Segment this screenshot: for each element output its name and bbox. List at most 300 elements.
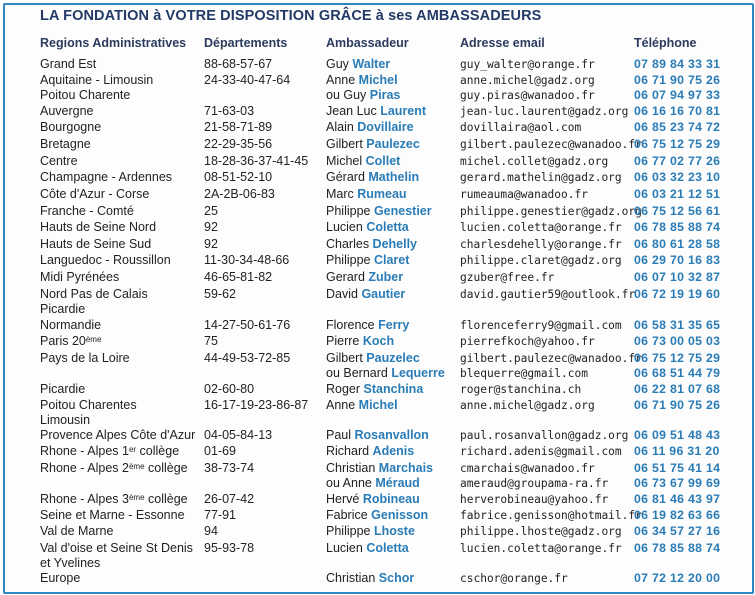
region-superscript: er [128, 445, 137, 454]
email-cell [460, 120, 581, 135]
telephone-number: 06 85 23 74 72 [634, 120, 721, 134]
region-line: Poitou Charente [40, 88, 131, 102]
ambassadeur-last-name: Marchais [378, 461, 433, 475]
departements-cell: 26-07-42 [204, 492, 255, 506]
telephone-number: 06 78 85 88 74 [634, 541, 721, 555]
telephone-number: 06 77 02 77 26 [634, 154, 721, 168]
departements-cell: 92 [204, 237, 218, 251]
ambassadeur-cell [326, 334, 394, 349]
telephone-cell [634, 73, 720, 103]
telephone-cell [634, 120, 720, 135]
email-address: richard.adenis@gmail.com [460, 445, 622, 458]
telephone-cell [634, 204, 720, 219]
telephone-number: 06 16 16 70 81 [634, 104, 721, 118]
telephone-cell [634, 541, 720, 556]
ambassadeur-name [326, 541, 409, 556]
email-address: pierrefkoch@yahoo.fr [460, 335, 595, 348]
ambassadeur-last-name: Paulezec [366, 137, 420, 151]
ambassadeur-cell [326, 571, 414, 586]
header-telephone: Téléphone [634, 36, 697, 50]
telephone-number: 06 51 75 41 14 [634, 461, 721, 475]
telephone-cell [634, 461, 720, 491]
region-superscript: ème [128, 462, 145, 471]
ambassadeur-first-name: Roger [326, 382, 364, 396]
telephone-number: 06 03 32 23 10 [634, 170, 721, 184]
email-address: roger@stanchina.ch [460, 383, 582, 396]
telephone-cell [634, 57, 720, 72]
ambassadeur-first-name: Marc [326, 187, 358, 201]
region-line: Franche - Comté [40, 204, 134, 218]
ambassadeur-cell [326, 120, 414, 135]
ambassadeur-name [326, 382, 423, 397]
telephone-number: 06 71 90 75 26 [634, 398, 721, 412]
telephone-cell [634, 237, 720, 252]
region-line: Provence Alpes Côte d'Azur [40, 428, 196, 442]
email-address: david.gautier59@outlook.fr [460, 288, 636, 301]
ambassadeur-first-name: Florence [326, 318, 379, 332]
ambassadeur-last-name: Robineau [362, 492, 420, 506]
email-address: gerard.mathelin@gadz.org [460, 171, 622, 184]
region-line: Pays de la Loire [40, 351, 130, 365]
email-cell [460, 253, 622, 268]
ambassadeur-name [326, 508, 428, 523]
region-superscript: ème [85, 335, 102, 344]
email-address: lucien.coletta@orange.fr [460, 221, 622, 234]
email-cell [460, 204, 642, 219]
ambassadeur-last-name: Piras [369, 88, 401, 102]
ambassadeur-first-name: Philippe [326, 524, 374, 538]
region-line: Aquitaine - Limousin [40, 73, 154, 87]
telephone-number: 06 68 51 44 79 [634, 366, 721, 380]
region-cell [40, 220, 156, 235]
ambassadeur-last-name: Adenis [372, 444, 415, 458]
ambassadeur-last-name: Koch [362, 334, 395, 348]
telephone-cell [634, 492, 720, 507]
ambassadeur-cell [326, 444, 414, 459]
ambassadeur-last-name: Dehelly [372, 237, 418, 251]
ambassadeur-last-name: Pauzelec [366, 351, 420, 365]
email-cell [460, 461, 608, 491]
telephone-number: 06 73 67 99 69 [634, 476, 721, 490]
region-suffix: collège [144, 461, 188, 475]
ambassadeur-cell [326, 104, 426, 119]
ambassadeur-name [326, 461, 433, 476]
region-cell [40, 104, 94, 119]
telephone-number: 06 07 94 97 33 [634, 88, 721, 102]
region-cell [40, 334, 101, 349]
telephone-cell [634, 220, 720, 235]
telephone-number: 06 19 82 63 66 [634, 508, 721, 522]
ambassadeur-last-name: Dovillaire [357, 120, 414, 134]
email-address: paul.rosanvallon@gadz.org [460, 429, 629, 442]
region-cell [40, 120, 101, 135]
departements-cell: 88-68-57-67 [204, 57, 273, 71]
telephone-number: 07 72 12 20 00 [634, 571, 721, 585]
region-line: et Yvelines [40, 556, 101, 570]
page-title: LA FONDATION à VOTRE DISPOSITION GRÂCE à ses AMBASSADEURS [40, 8, 542, 24]
email-cell [460, 428, 628, 443]
telephone-cell [634, 170, 720, 185]
header-ambassadeur: Ambassadeur [326, 36, 409, 50]
departements-cell: 24-33-40-47-64 [204, 73, 291, 87]
ambassadeur-cell [326, 73, 400, 103]
email-cell [460, 444, 622, 459]
region-text: Rhone - Alpes 2 [40, 461, 129, 475]
departements-cell: 94 [204, 524, 218, 538]
email-address: jean-luc.laurent@gadz.org [460, 105, 629, 118]
ambassadeur-cell [326, 204, 432, 219]
ambassadeur-first-name: Alain [326, 120, 358, 134]
ambassadeur-first-name: Guy [326, 57, 353, 71]
ambassadeur-first-name: Paul [326, 428, 355, 442]
region-cell [40, 444, 179, 459]
ambassadeur-name [326, 120, 414, 135]
departements-cell: 21-58-71-89 [204, 120, 273, 134]
ambassadeur-first-name: Gilbert [326, 351, 367, 365]
email-address: lucien.coletta@orange.fr [460, 542, 622, 555]
ambassadeur-last-name: Coletta [366, 541, 409, 555]
email-address: charlesdehelly@orange.fr [460, 238, 622, 251]
ambassadeur-cell [326, 220, 409, 235]
ambassadeur-name [326, 104, 426, 119]
ambassadeur-name [326, 170, 419, 185]
region-cell [40, 187, 149, 202]
ambassadeur-cell [326, 237, 417, 252]
region-line: Côte d'Azur - Corse [40, 187, 150, 201]
departements-cell: 22-29-35-56 [204, 137, 273, 151]
telephone-cell [634, 287, 720, 302]
region-line: Bretagne [40, 137, 91, 151]
ambassadeur-name [326, 88, 400, 103]
departements-cell: 44-49-53-72-85 [204, 351, 291, 365]
region-cell [40, 571, 80, 586]
email-address: guy_walter@orange.fr [460, 58, 595, 71]
ambassadeur-last-name: Méraud [375, 476, 420, 490]
ambassadeur-name [326, 524, 415, 539]
telephone-number: 06 75 12 56 61 [634, 204, 721, 218]
telephone-cell [634, 398, 720, 413]
ambassadeur-last-name: Stanchina [363, 382, 424, 396]
email-cell [460, 73, 595, 103]
region-cell [40, 287, 148, 317]
email-address: guy.piras@wanadoo.fr [460, 89, 595, 102]
email-address: anne.michel@gadz.org [460, 399, 595, 412]
ambassadeur-name [326, 253, 409, 268]
telephone-number: 06 80 61 28 58 [634, 237, 721, 251]
ambassadeur-first-name: Gilbert [326, 137, 367, 151]
header-region: Regions Administratives [40, 36, 187, 50]
ambassadeur-name [326, 428, 429, 443]
ambassadeur-cell [326, 398, 398, 413]
departements-cell: 75 [204, 334, 218, 348]
ambassadeur-last-name: Michel [358, 73, 398, 87]
ambassadeur-first-name: Lucien [326, 220, 367, 234]
ambassadeur-last-name: Schor [378, 571, 415, 585]
departements-cell: 71-63-03 [204, 104, 255, 118]
region-suffix: collège [136, 444, 180, 458]
region-line: Grand Est [40, 57, 97, 71]
ambassadeur-first-name: Philippe [326, 253, 374, 267]
departements-cell: 02-60-80 [204, 382, 255, 396]
email-address: gilbert.paulezec@wanadoo.fr [460, 352, 642, 365]
ambassadeur-cell [326, 428, 429, 443]
ambassadeur-first-name: Fabrice [326, 508, 372, 522]
ambassadeur-cell [326, 287, 405, 302]
email-address: dovillaira@aol.com [460, 121, 582, 134]
ambassadeur-first-name: Gérard [326, 170, 369, 184]
telephone-number: 06 75 12 75 29 [634, 351, 721, 365]
region-line: Auvergne [40, 104, 94, 118]
departements-cell: 59-62 [204, 287, 236, 301]
telephone-number: 06 34 57 27 16 [634, 524, 721, 538]
email-cell [460, 170, 622, 185]
email-cell [460, 398, 595, 413]
region-cell [40, 382, 85, 397]
ambassadeur-name [326, 237, 417, 252]
email-address: anne.michel@gadz.org [460, 74, 595, 87]
ambassadeur-last-name: Lhoste [373, 524, 415, 538]
departements-cell: 46-65-81-82 [204, 270, 273, 284]
ambassadeur-first-name: Lucien [326, 541, 367, 555]
ambassadeur-name [326, 492, 420, 507]
email-address: gzuber@free.fr [460, 271, 555, 284]
region-line: Hauts de Seine Sud [40, 237, 152, 251]
ambassadeur-last-name: Coletta [366, 220, 409, 234]
ambassadeur-name [326, 318, 409, 333]
ambassadeur-cell [326, 253, 409, 268]
telephone-cell [634, 104, 720, 119]
ambassadeur-name [326, 444, 414, 459]
ambassadeur-last-name: Collet [365, 154, 401, 168]
email-cell [460, 541, 622, 556]
telephone-number: 06 78 85 88 74 [634, 220, 721, 234]
telephone-number: 06 03 21 12 51 [634, 187, 721, 201]
region-cell [40, 170, 172, 185]
email-cell [460, 154, 608, 169]
telephone-number: 06 73 00 05 03 [634, 334, 721, 348]
departements-cell: 08-51-52-10 [204, 170, 273, 184]
telephone-number: 06 71 90 75 26 [634, 73, 721, 87]
ambassadeur-name [326, 366, 445, 381]
email-address: fabrice.genisson@hotmail.fr [460, 509, 642, 522]
region-cell [40, 351, 130, 366]
ambassadeur-name [326, 137, 420, 152]
ambassadeur-last-name: Walter [352, 57, 391, 71]
region-line: Bourgogne [40, 120, 102, 134]
region-line: Champagne - Ardennes [40, 170, 173, 184]
ambassadeur-first-name: ou Bernard [326, 366, 392, 380]
ambassadeur-name [326, 220, 409, 235]
departements-cell: 04-05-84-13 [204, 428, 273, 442]
ambassadeur-cell [326, 461, 433, 491]
ambassadeur-last-name: Ferry [378, 318, 410, 332]
region-cell [40, 154, 78, 169]
region-superscript: ème [128, 493, 145, 502]
ambassadeur-cell [326, 318, 409, 333]
region-line: Limousin [40, 413, 91, 427]
region-line: Seine et Marne - Essonne [40, 508, 185, 522]
ambassadeur-cell [326, 170, 419, 185]
email-cell [460, 220, 622, 235]
region-line: Nord Pas de Calais [40, 287, 148, 301]
ambassadeur-name [326, 187, 407, 202]
email-cell [460, 351, 642, 381]
ambassadeur-name [326, 351, 445, 366]
departements-cell: 18-28-36-37-41-45 [204, 154, 309, 168]
region-cell [40, 398, 137, 428]
departements-cell: 92 [204, 220, 218, 234]
telephone-number: 06 72 19 19 60 [634, 287, 721, 301]
region-line: Hauts de Seine Nord [40, 220, 157, 234]
region-text: Rhone - Alpes 3 [40, 492, 129, 506]
telephone-cell [634, 508, 720, 523]
region-line: Europe [40, 571, 81, 585]
telephone-number: 07 89 84 33 31 [634, 57, 721, 71]
ambassadeur-name [326, 270, 403, 285]
departements-cell: 16-17-19-23-86-87 [204, 398, 309, 412]
ambassadeur-last-name: Michel [358, 398, 398, 412]
telephone-cell [634, 154, 720, 169]
ambassadeur-name [326, 73, 400, 88]
email-cell [460, 508, 642, 523]
ambassadeur-name [326, 476, 433, 491]
ambassadeur-first-name: Gerard [326, 270, 369, 284]
email-address: philippe.genestier@gadz.org [460, 205, 642, 218]
email-cell [460, 237, 622, 252]
telephone-cell [634, 187, 720, 202]
ambassadeur-cell [326, 154, 400, 169]
email-address: florenceferry9@gmail.com [460, 319, 622, 332]
ambassadeur-first-name: Richard [326, 444, 373, 458]
region-cell [40, 541, 193, 571]
email-cell [460, 187, 588, 202]
region-line: Picardie [40, 302, 86, 316]
email-address: gilbert.paulezec@wanadoo.fr [460, 138, 642, 151]
departements-cell: 25 [204, 204, 218, 218]
region-line: Val d'oise et Seine St Denis [40, 541, 193, 555]
region-line: Centre [40, 154, 78, 168]
email-address: ameraud@groupama-ra.fr [460, 477, 609, 490]
region-line: Val de Marne [40, 524, 114, 538]
email-cell [460, 57, 595, 72]
ambassadeur-name [326, 57, 390, 72]
email-cell [460, 492, 608, 507]
email-address: cmarchais@wanadoo.fr [460, 462, 595, 475]
telephone-cell [634, 351, 720, 381]
region-cell [40, 508, 185, 523]
region-cell [40, 73, 153, 103]
ambassadeur-first-name: Jean Luc [326, 104, 381, 118]
ambassadeur-cell [326, 270, 403, 285]
ambassadeur-last-name: Laurent [380, 104, 427, 118]
ambassadeur-last-name: Zuber [368, 270, 404, 284]
email-address: philippe.claret@gadz.org [460, 254, 622, 267]
region-line: Languedoc - Roussillon [40, 253, 171, 267]
email-cell [460, 571, 568, 586]
departements-cell: 2A-2B-06-83 [204, 187, 275, 201]
telephone-cell [634, 428, 720, 443]
departements-cell: 14-27-50-61-76 [204, 318, 291, 332]
telephone-number: 06 11 96 31 20 [634, 444, 720, 458]
telephone-number: 06 22 81 07 68 [634, 382, 721, 396]
region-line: Picardie [40, 382, 86, 396]
email-address: rumeauma@wanadoo.fr [460, 188, 588, 201]
ambassadeur-name [326, 571, 414, 586]
email-cell [460, 287, 635, 302]
email-address: blequerre@gmail.com [460, 367, 588, 380]
departements-cell: 95-93-78 [204, 541, 255, 555]
region-cell [40, 237, 151, 252]
ambassadeur-first-name: Michel [326, 154, 366, 168]
ambassadeur-cell [326, 187, 407, 202]
region-line: Normandie [40, 318, 102, 332]
ambassadeur-name [326, 398, 398, 413]
telephone-number: 06 07 10 32 87 [634, 270, 721, 284]
ambassadeur-first-name: Charles [326, 237, 373, 251]
telephone-cell [634, 444, 720, 459]
region-cell [40, 428, 195, 443]
ambassadeur-first-name: Pierre [326, 334, 363, 348]
ambassadeur-first-name: ou Anne [326, 476, 376, 490]
telephone-number: 06 09 51 48 43 [634, 428, 721, 442]
region-text: Rhone - Alpes 1 [40, 444, 129, 458]
telephone-cell [634, 270, 720, 285]
email-cell [460, 334, 595, 349]
ambassadeur-last-name: Lequerre [391, 366, 445, 380]
telephone-number: 06 81 46 43 97 [634, 492, 721, 506]
telephone-cell [634, 571, 720, 586]
ambassadeur-first-name: Hervé [326, 492, 363, 506]
region-cell [40, 524, 113, 539]
ambassadeur-cell [326, 137, 420, 152]
ambassadeur-cell [326, 524, 415, 539]
ambassadeur-name [326, 287, 405, 302]
ambassadeur-first-name: ou Guy [326, 88, 370, 102]
ambassadeur-cell [326, 351, 445, 381]
telephone-cell [634, 334, 720, 349]
telephone-cell [634, 137, 720, 152]
ambassadeur-name [326, 334, 394, 349]
email-address: philippe.lhoste@gadz.org [460, 525, 622, 538]
ambassadeur-cell [326, 382, 423, 397]
ambassadeur-last-name: Genestier [373, 204, 432, 218]
email-cell [460, 270, 554, 285]
ambassadeur-last-name: Rosanvallon [354, 428, 429, 442]
ambassadeur-last-name: Genisson [371, 508, 429, 522]
region-cell [40, 318, 101, 333]
region-suffix: collège [144, 492, 188, 506]
region-cell [40, 137, 91, 152]
region-line: Poitou Charentes [40, 398, 137, 412]
region-cell [40, 492, 188, 507]
ambassadeur-last-name: Mathelin [368, 170, 420, 184]
ambassadeur-last-name: Gautier [361, 287, 406, 301]
email-cell [460, 137, 642, 152]
email-cell [460, 104, 628, 119]
email-address: cschor@orange.fr [460, 572, 568, 585]
ambassadeur-cell [326, 492, 420, 507]
ambassadeur-first-name: Anne [326, 398, 359, 412]
ambassadeur-name [326, 154, 400, 169]
ambassadeur-cell [326, 541, 409, 556]
email-cell [460, 318, 622, 333]
ambassadeur-first-name: Christian [326, 461, 379, 475]
departements-cell: 01-69 [204, 444, 236, 458]
email-cell [460, 524, 622, 539]
region-cell [40, 253, 171, 268]
departements-cell: 38-73-74 [204, 461, 255, 475]
telephone-cell [634, 253, 720, 268]
